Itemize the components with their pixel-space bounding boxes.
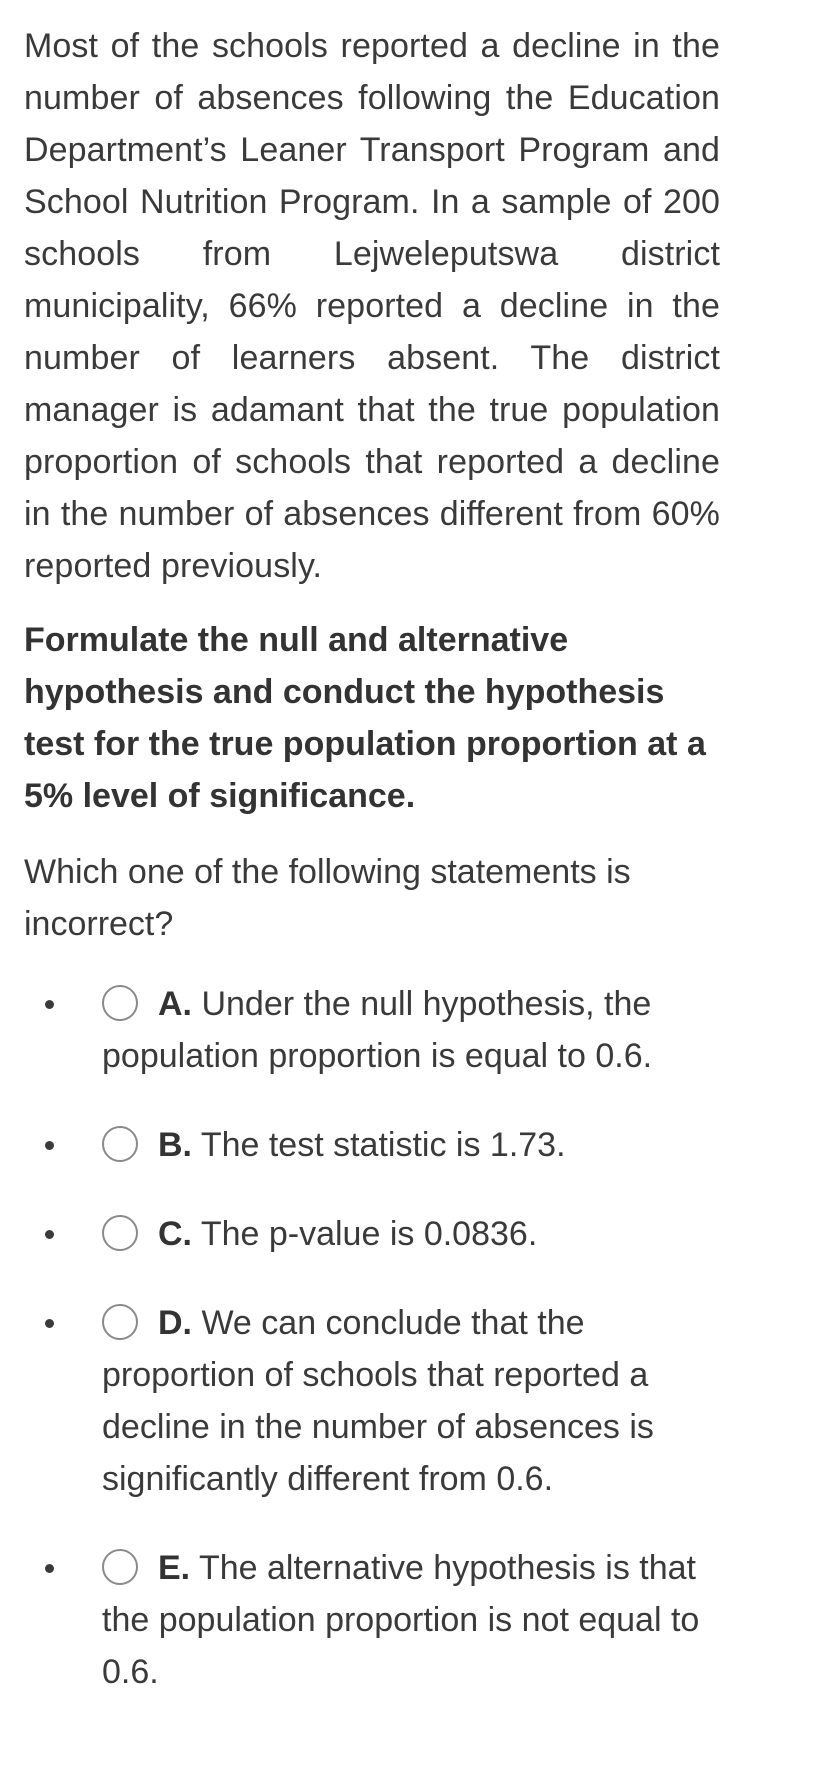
- task-instruction: Formulate the null and alternative hypothesis and conduct the hypothesis test for the true population proportion at a 5% level of significance.: [24, 621, 706, 815]
- option-letter: B.: [158, 1126, 192, 1164]
- radio-button-c[interactable]: [102, 1215, 138, 1251]
- radio-button-a[interactable]: [102, 985, 138, 1021]
- option-text: Under the null hypothesis, the population proportion is equal to 0.6.: [102, 985, 653, 1075]
- problem-statement: Most of the schools reported a decline in the number of absences following the Education Department’s Leaner Transport Program and School Nutrition Program. In a sample of 200 schools from Lejweleputswa district municipality, 66% reported a decline in the number of learners absent. The district manager is adamant that the true population proportion of schools that reported a decline in the number of absences different from 60% reported previously.: [24, 27, 720, 585]
- bullet-icon: [45, 1000, 54, 1009]
- question-prompt: Which one of the following statements is incorrect?: [24, 853, 631, 943]
- radio-button-d[interactable]: [102, 1304, 138, 1340]
- option-c[interactable]: [24, 1208, 720, 1260]
- radio-button-e[interactable]: [102, 1549, 138, 1585]
- bullet-icon: [45, 1230, 54, 1239]
- option-text: We can conclude that the proportion of schools that reported a decline in the number of absences is significantly different from 0.6.: [102, 1304, 654, 1498]
- answer-options: [24, 978, 720, 1698]
- option-letter: D.: [158, 1304, 192, 1342]
- option-text: The test statistic is 1.73.: [192, 1126, 566, 1164]
- option-d[interactable]: [24, 1297, 720, 1505]
- option-text: The alternative hypothesis is that the population proportion is not equal to 0.6.: [102, 1549, 700, 1691]
- option-letter: A.: [158, 985, 192, 1023]
- option-letter: C.: [158, 1215, 192, 1253]
- option-e[interactable]: [24, 1542, 720, 1698]
- option-a[interactable]: [24, 978, 720, 1082]
- question-content: [24, 20, 720, 1735]
- option-letter: E.: [158, 1549, 191, 1587]
- bullet-icon: [45, 1141, 54, 1150]
- bullet-icon: [45, 1564, 54, 1573]
- option-text: The p-value is 0.0836.: [192, 1215, 538, 1253]
- radio-button-b[interactable]: [102, 1126, 138, 1162]
- option-b[interactable]: [24, 1119, 720, 1171]
- bullet-icon: [45, 1319, 54, 1328]
